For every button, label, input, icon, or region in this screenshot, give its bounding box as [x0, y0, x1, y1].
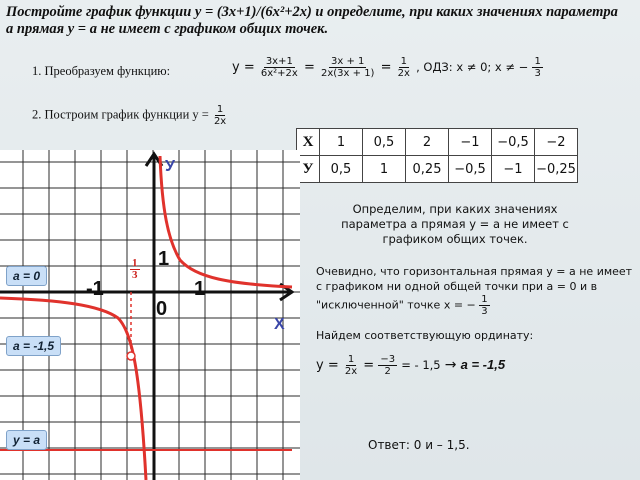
obvious-num: 1 — [481, 294, 488, 305]
answer-text: Ответ: 0 и – 1,5. — [368, 438, 470, 452]
table-cell: −1 — [449, 129, 492, 156]
calc-answer-a: a = -1,5 — [460, 357, 506, 372]
task-line-1: Постройте график функции y = (3x+1)/(6x²+2x) и определите, при каких значениях параметра — [6, 4, 618, 20]
task-line-2: а прямая y = a не имеет с графиком общих точек. — [6, 21, 329, 37]
excluded-point — [127, 352, 135, 360]
obvious-den: 3 — [481, 306, 488, 317]
calc-fraction-2 — [378, 354, 397, 377]
step2-den: 2x — [213, 116, 227, 127]
excluded-x-num: 1 — [132, 257, 138, 269]
tick-label-1-x: 1 — [194, 278, 206, 300]
step1-f1-num: 3x+1 — [265, 56, 293, 67]
step2-num: 1 — [216, 104, 224, 115]
step1-transform — [232, 56, 543, 79]
obvious-text — [316, 264, 636, 317]
table-x-header: X — [297, 129, 320, 156]
calc-f2-num: −3 — [380, 354, 396, 365]
value-table — [296, 128, 578, 183]
step2-fraction — [212, 104, 228, 127]
obvious-sentence: Очевидно, что горизонтальная прямая y = a не имеет с графиком ни одной общей точки при а = 0 и в "исключенной" точке x = − — [316, 265, 633, 312]
step1-label: 1. Преобразуем функцию: — [32, 64, 171, 78]
step1-odz: , ОДЗ: x ≠ 0; x ≠ − — [416, 60, 529, 74]
excluded-x-label — [130, 258, 140, 281]
obvious-fraction — [479, 294, 489, 317]
x-axis-label: X — [274, 316, 285, 333]
table-cell: 1 — [363, 156, 406, 183]
step2 — [32, 104, 228, 127]
badge-a-neg[interactable]: a = -1,5 — [6, 336, 61, 356]
step1-eq3: = — [380, 60, 392, 75]
table-cell: 1 — [320, 129, 363, 156]
table-row-x — [297, 129, 578, 156]
calc-eq: = — [363, 358, 375, 373]
table-cell: 2 — [406, 129, 449, 156]
table-cell: −1 — [492, 156, 535, 183]
step1-y-eq: y = — [232, 60, 255, 75]
table-cell: −0,5 — [492, 129, 535, 156]
table-cell: −2 — [535, 129, 578, 156]
badge-y-equals-a[interactable]: y = a — [6, 430, 47, 450]
step1-f3-num: 1 — [400, 56, 407, 67]
excluded-x-den: 3 — [132, 269, 138, 281]
origin-label: 0 — [156, 298, 168, 320]
y-axis-label: У — [165, 158, 175, 175]
table-row-y — [297, 156, 578, 183]
step1-odz-fraction — [532, 56, 542, 79]
tick-label-neg1: -1 — [86, 278, 104, 300]
table-cell: −0,25 — [535, 156, 578, 183]
table-y-header: У — [297, 156, 320, 183]
table-cell: 0,25 — [406, 156, 449, 183]
step1-fraction-2 — [319, 56, 376, 79]
step1-fraction-3 — [396, 56, 412, 79]
step1-odz-num: 1 — [534, 56, 541, 67]
calc-fraction-1 — [343, 354, 359, 377]
ordinate-calculation — [316, 354, 505, 377]
step1-odz-den: 3 — [534, 68, 541, 79]
step1-f1-den: 6x²+2x — [260, 68, 298, 79]
calc-result: = - 1,5 — [401, 358, 441, 372]
step1-f2-num: 3x + 1 — [331, 56, 365, 67]
table-cell: −0,5 — [449, 156, 492, 183]
calc-y-eq: y = — [316, 358, 339, 373]
step1-eq2: = — [303, 60, 315, 75]
step1-f3-den: 2x — [397, 68, 410, 79]
badge-a-zero[interactable]: a = 0 — [6, 266, 47, 286]
table-cell: 0,5 — [320, 156, 363, 183]
tick-label-1-y: 1 — [158, 248, 170, 270]
calc-f1-den: 2x — [344, 366, 358, 377]
find-text: Найдем соответствующую ординату: — [316, 329, 534, 342]
step1-f2-den: 2x(3x + 1) — [321, 68, 375, 79]
determine-text: Определим, при каких значениях параметра а прямая у = а не имеет с графиком общих точек. — [341, 202, 569, 246]
task-title — [6, 4, 636, 38]
step2-label: 2. Построим график функции y = — [32, 107, 209, 122]
calc-f1-num: 1 — [347, 354, 355, 365]
step1-fraction-1 — [259, 56, 300, 79]
calc-f2-den: 2 — [384, 366, 391, 377]
table-cell: 0,5 — [363, 129, 406, 156]
arrow-icon: → — [444, 357, 457, 373]
